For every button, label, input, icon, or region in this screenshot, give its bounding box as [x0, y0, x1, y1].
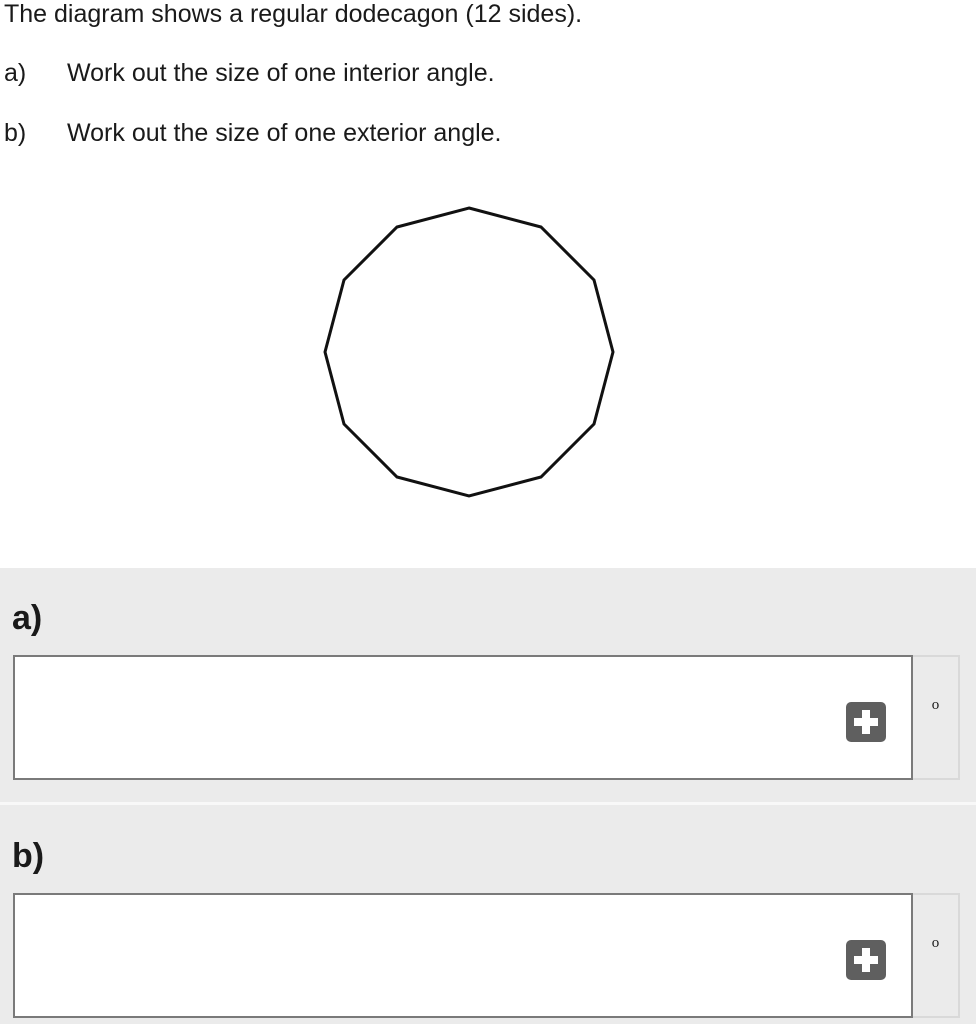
- part-a-text: Work out the size of one interior angle.: [67, 59, 495, 87]
- answer-a-input[interactable]: [13, 655, 913, 780]
- dodecagon-shape: [325, 208, 613, 496]
- answer-area: [0, 568, 976, 1024]
- answer-a-label: a): [12, 599, 43, 637]
- section-divider: [0, 802, 976, 805]
- answer-b-unit: [913, 893, 960, 1018]
- answer-section-b: [0, 806, 976, 1024]
- answer-b-add-button[interactable]: [846, 940, 886, 980]
- part-b-letter: b): [4, 119, 27, 147]
- plus-icon: [846, 940, 886, 980]
- degree-symbol: o: [931, 697, 940, 713]
- question-intro: The diagram shows a regular dodecagon (12 sides).: [4, 0, 583, 28]
- degree-symbol: o: [931, 935, 940, 951]
- answer-a-add-button[interactable]: [846, 702, 886, 742]
- answer-section-a: [0, 568, 976, 804]
- part-a-letter: a): [4, 59, 27, 87]
- part-b-text: Work out the size of one exterior angle.: [67, 119, 502, 147]
- answer-b-input[interactable]: [13, 893, 913, 1018]
- answer-b-label: b): [12, 837, 45, 875]
- answer-a-unit: [913, 655, 960, 780]
- plus-icon: [846, 702, 886, 742]
